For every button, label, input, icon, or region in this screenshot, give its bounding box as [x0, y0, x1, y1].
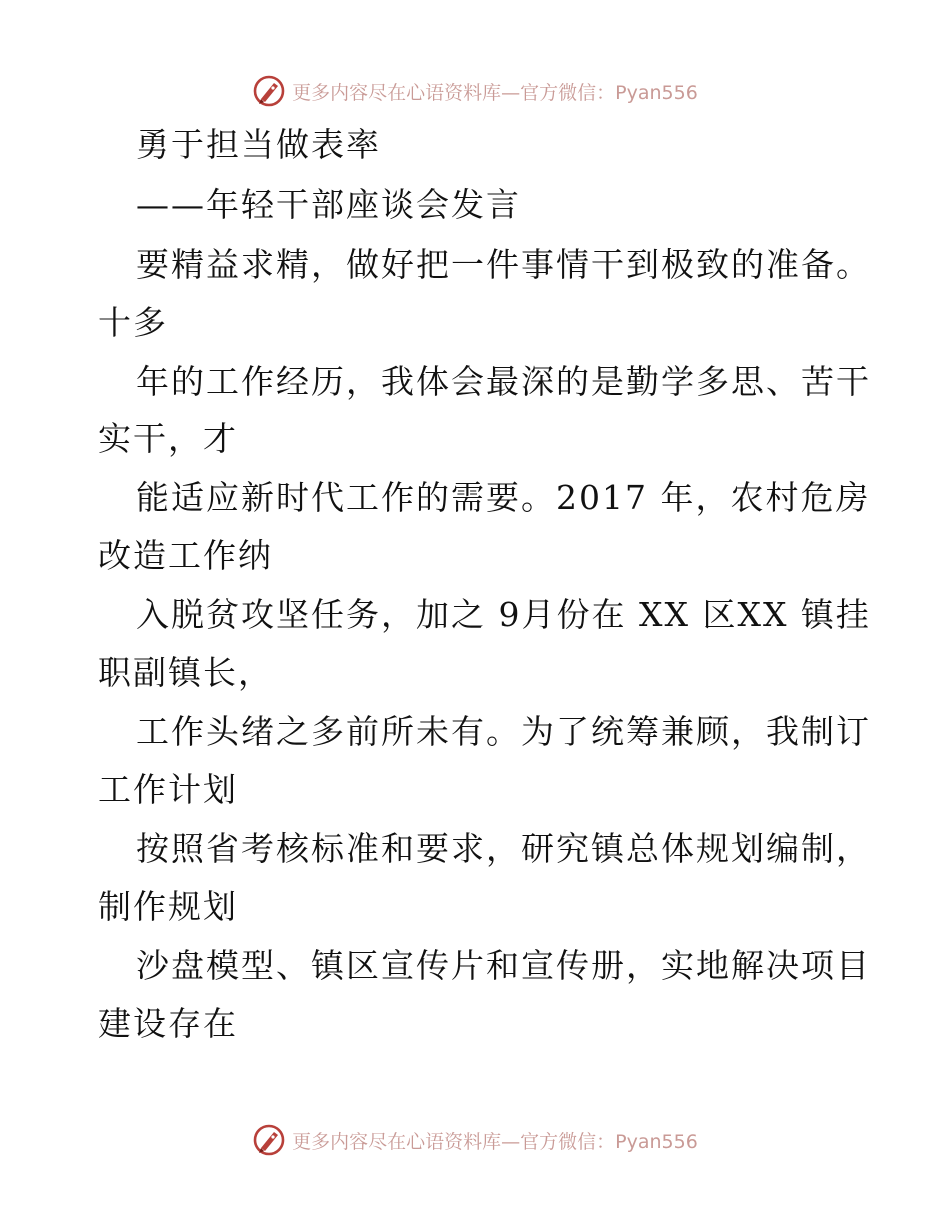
paragraph-line: 职副镇长，	[98, 653, 273, 692]
paragraph-line: 要精益求精，做好把一件事情干到极致的准备。	[136, 245, 871, 284]
document-title: 勇于担当做表率	[136, 125, 381, 164]
header-watermark	[0, 71, 950, 111]
watermark-text: 更多内容尽在心语资料库—官方微信：Pyan556	[292, 81, 698, 104]
paragraph-line: 建设存在	[98, 1004, 238, 1043]
paragraph-line: 按照省考核标准和要求，研究镇总体规划编制，	[136, 829, 871, 868]
paragraph-line: 工作头绪之多前所未有。为了统筹兼顾，我制订	[136, 712, 871, 751]
watermark-text: 更多内容尽在心语资料库—官方微信：Pyan556	[292, 1130, 698, 1153]
paragraph-line: 沙盘模型、镇区宣传片和宣传册，实地解决项目	[136, 946, 871, 985]
footer-watermark	[0, 1120, 950, 1160]
paragraph-line: 工作计划	[98, 770, 238, 809]
paragraph-line: 年的工作经历，我体会最深的是勤学多思、苦干	[136, 362, 871, 401]
paragraph-line: 改造工作纳	[98, 536, 273, 575]
pen-logo-icon	[252, 74, 286, 108]
paragraph-line: 制作规划	[98, 887, 238, 926]
document-subtitle: ——年轻干部座谈会发言	[136, 185, 521, 224]
paragraph-line: 入脱贫攻坚任务，加之 9月份在 XX 区XX 镇挂	[136, 595, 871, 634]
pen-logo-icon	[252, 1123, 286, 1157]
paragraph-line: 十多	[98, 303, 168, 342]
paragraph-line: 能适应新时代工作的需要。2017 年，农村危房	[136, 478, 871, 517]
paragraph-line: 实干，才	[98, 419, 238, 458]
